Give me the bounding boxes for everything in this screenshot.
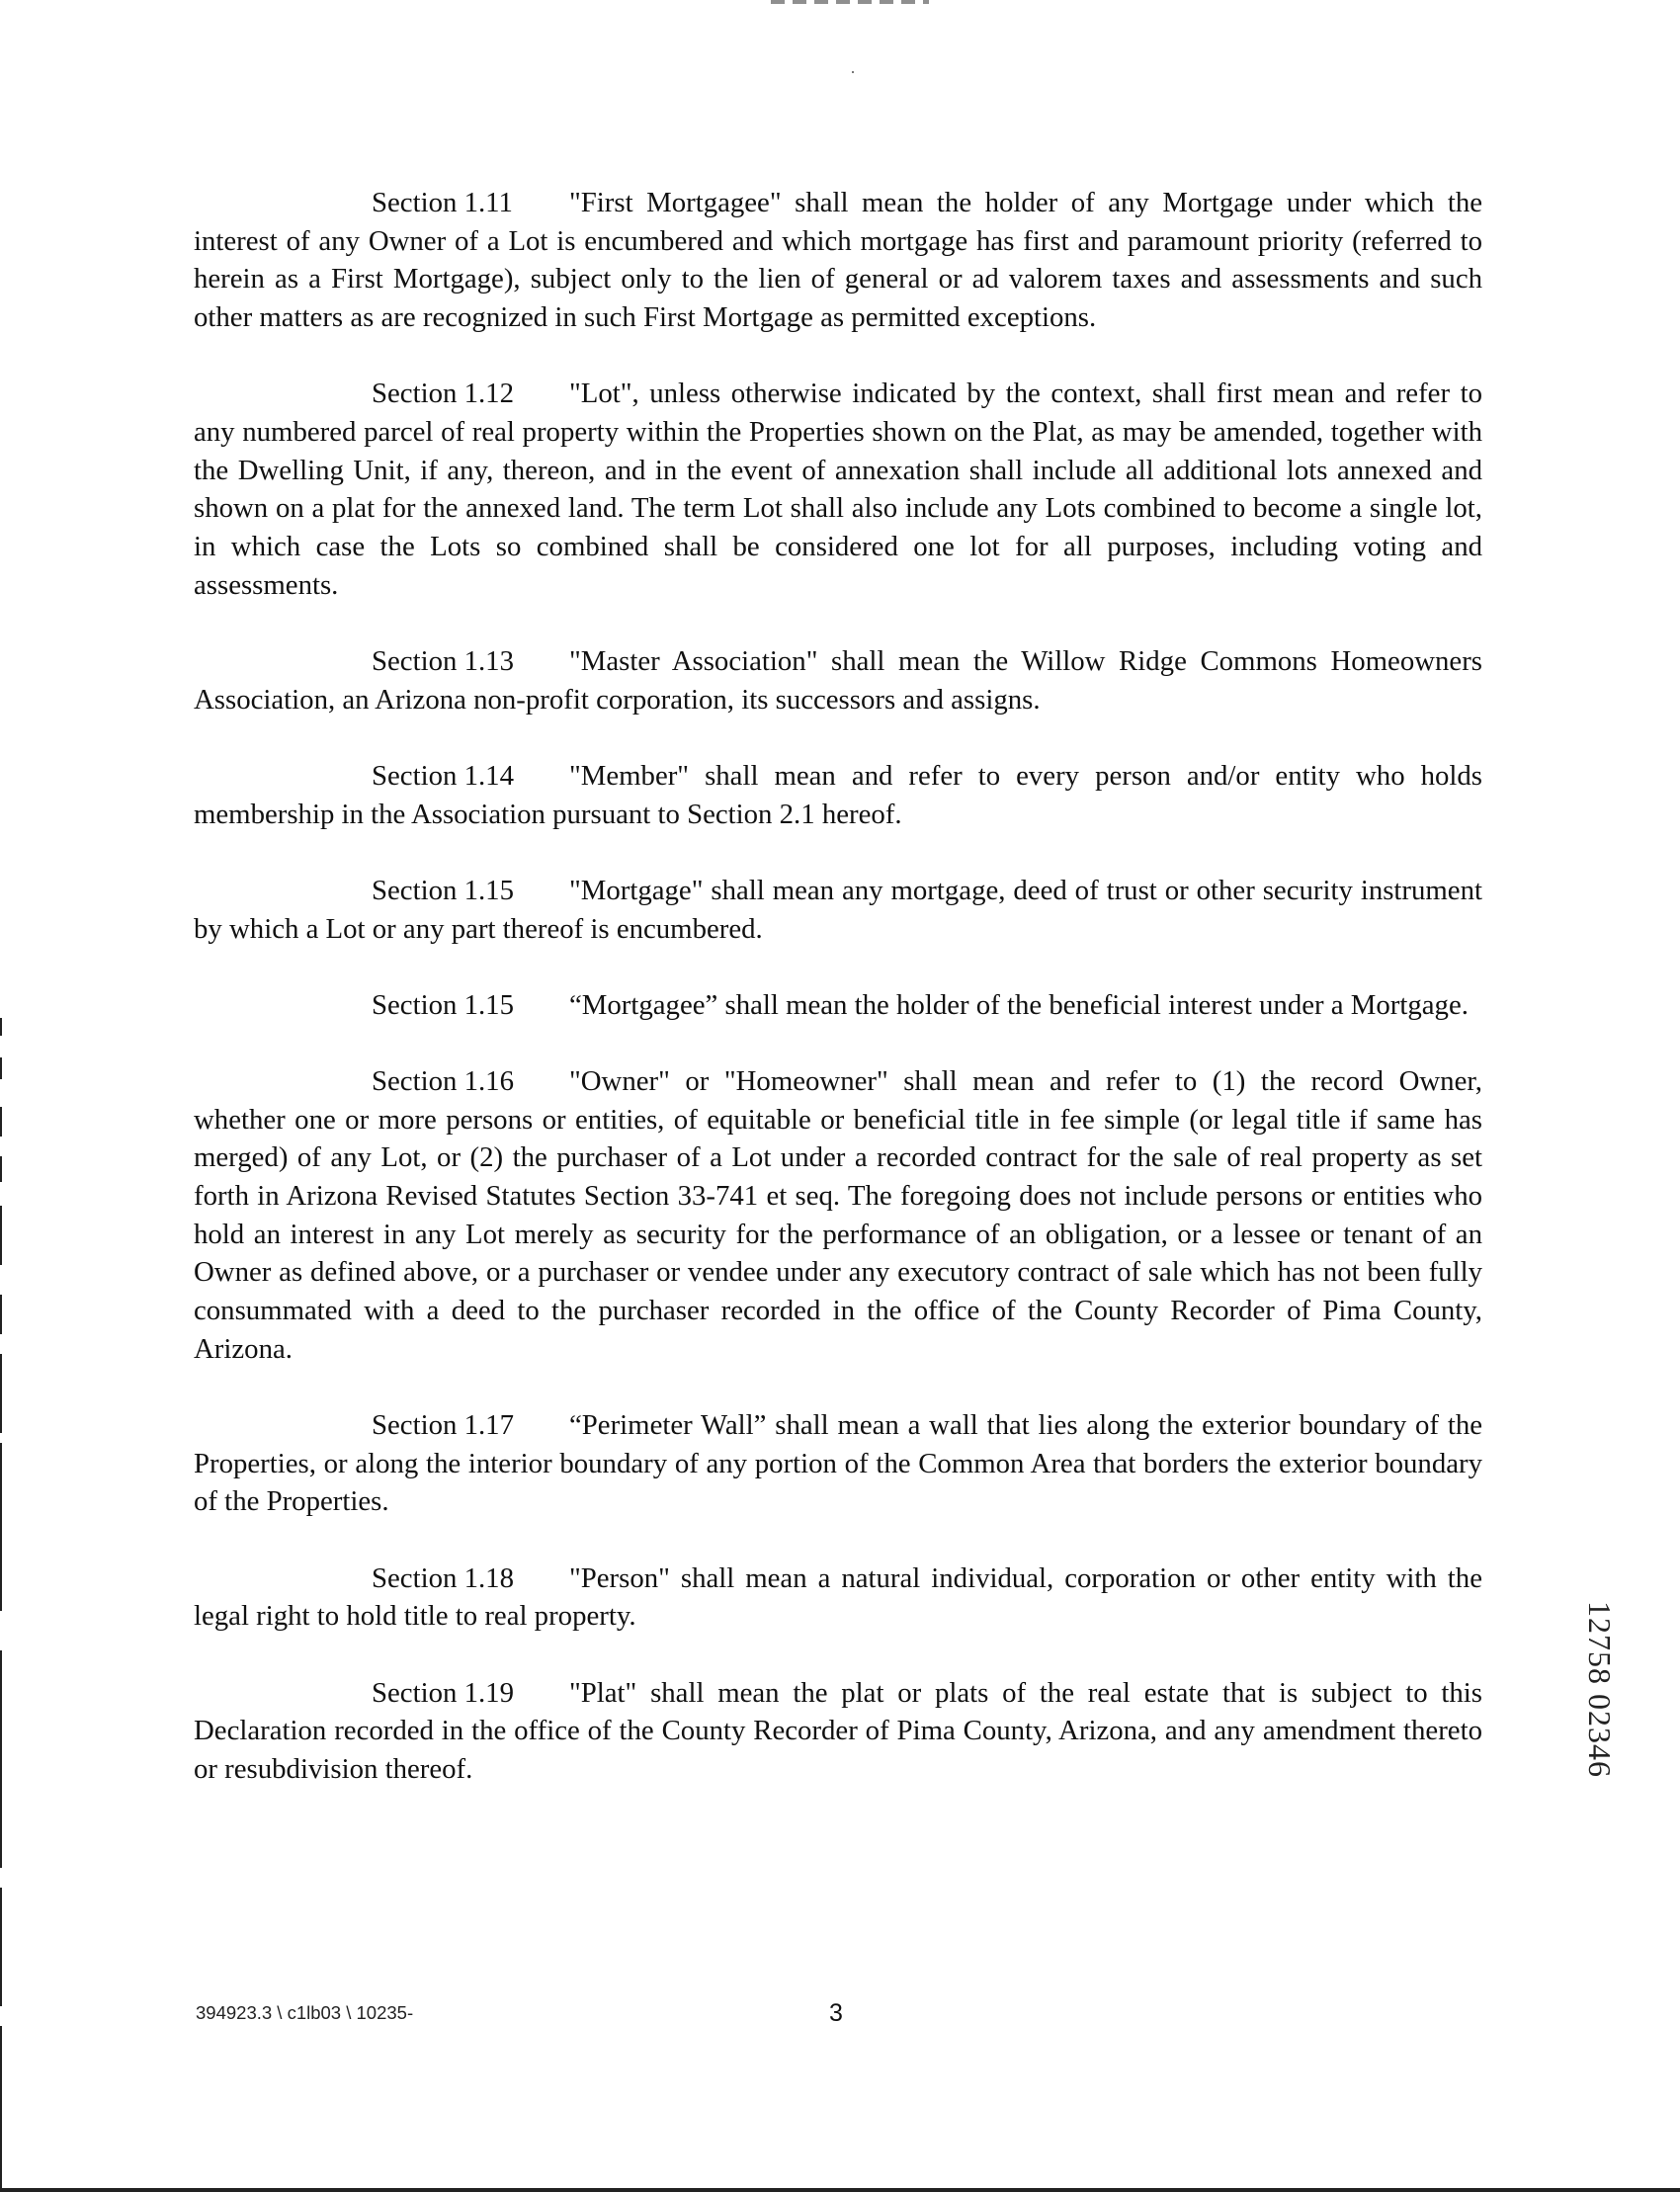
page-number: 3 — [829, 1999, 843, 2027]
section-text: "Person" shall mean a natural individual, corporation or other entity with the legal right to hold title to real property. — [194, 1561, 1482, 1633]
section-text: "First Mortgagee" shall mean the holder of any Mortgage under which the interest of any Owner of a Lot is encumbered and which mortgage has first and paramount priority (referred to herein as a First Mortgage), subject only to the lien of general or ad valorem taxes and assessments and such other matters as are recognized in such First Mortgage as permitted exceptions. — [194, 187, 1482, 334]
section-1-12 — [194, 375, 1482, 604]
recording-stamp: 12758 02346 — [1582, 1601, 1618, 1778]
section-text: "Mortgage" shall mean any mortgage, deed of trust or other security instrument by which a Lot or any part thereof is encumbered. — [194, 874, 1482, 945]
section-text: "Master Association" shall mean the Willow Ridge Commons Homeowners Association, an Arizona non-profit corporation, its successors and assigns. — [194, 645, 1482, 716]
section-text: "Lot", unless otherwise indicated by the context, shall first mean and refer to any numbered parcel of real property within the Properties shown on the Plat, as may be amended, together with the Dwelling Unit, if any, thereon, and in the event of annexation shall include all additional lots annexed and shown on a plat for the annexed land. The term Lot shall also include any Lots combined to become a single lot, in which case the Lots so combined shall be considered one lot for all purposes, including voting and assessments. — [194, 378, 1482, 601]
section-number: Section 1.14 — [372, 759, 514, 792]
section-text: "Owner" or "Homeowner" shall mean and refer to (1) the record Owner, whether one or more persons or entities, of equitable or beneficial title in fee simple (or legal title if same has merged) of any Lot, or (2) the purchaser of a Lot under a recorded contract for the sale of real property as set forth in Arizona Revised Statutes Section 33-741 et seq. The foregoing does not include persons or entities who hold an interest in any Lot merely as security for the performance of an obligation, or a lessee or tenant of an Owner as defined above, or a purchaser or vendee under any executory contract of sale which has not been fully consummated with a deed to the purchaser recorded in the office of the County Recorder of Pima County, Arizona. — [194, 1064, 1482, 1365]
section-text: “Mortgagee” shall mean the holder of the beneficial interest under a Mortgage. — [569, 988, 1469, 1021]
section-number: Section 1.15 — [372, 988, 514, 1021]
scan-edge-bottom — [0, 2188, 1680, 2192]
section-1-15-mortgage — [194, 872, 1482, 948]
section-number: Section 1.13 — [372, 645, 514, 678]
section-1-14 — [194, 757, 1482, 833]
section-1-19 — [194, 1674, 1482, 1789]
section-text: "Member" shall mean and refer to every person and/or entity who holds membership in the Association pursuant to Section 2.1 hereof. — [194, 759, 1482, 830]
scan-artifact-top — [771, 0, 929, 4]
section-text: “Perimeter Wall” shall mean a wall that lies along the exterior boundary of the Properties, or along the interior boundary of any portion of the Common Area that borders the exterior boundary of the Properties. — [194, 1409, 1482, 1518]
section-1-11 — [194, 184, 1482, 337]
section-number: Section 1.17 — [372, 1409, 514, 1442]
section-1-15-mortgagee — [194, 986, 1482, 1025]
section-number: Section 1.15 — [372, 874, 514, 906]
scan-artifact-dot — [852, 71, 854, 73]
section-1-17 — [194, 1406, 1482, 1521]
scan-edge-left — [0, 1018, 3, 2192]
section-number: Section 1.12 — [372, 378, 514, 410]
section-1-18 — [194, 1560, 1482, 1636]
section-text: "Plat" shall mean the plat or plats of the real estate that is subject to this Declaration recorded in the office of the County Recorder of Pima County, Arizona, and any amendment thereto or resubdivision thereof. — [194, 1676, 1482, 1785]
section-1-13 — [194, 642, 1482, 718]
section-number: Section 1.11 — [372, 187, 513, 218]
document-body — [194, 184, 1482, 1826]
section-number: Section 1.19 — [372, 1676, 514, 1709]
section-1-16 — [194, 1062, 1482, 1369]
section-number: Section 1.16 — [372, 1064, 514, 1097]
footer-doc-reference: 394923.3 \ c1lb03 \ 10235- — [196, 2002, 414, 2023]
section-number: Section 1.18 — [372, 1561, 514, 1594]
